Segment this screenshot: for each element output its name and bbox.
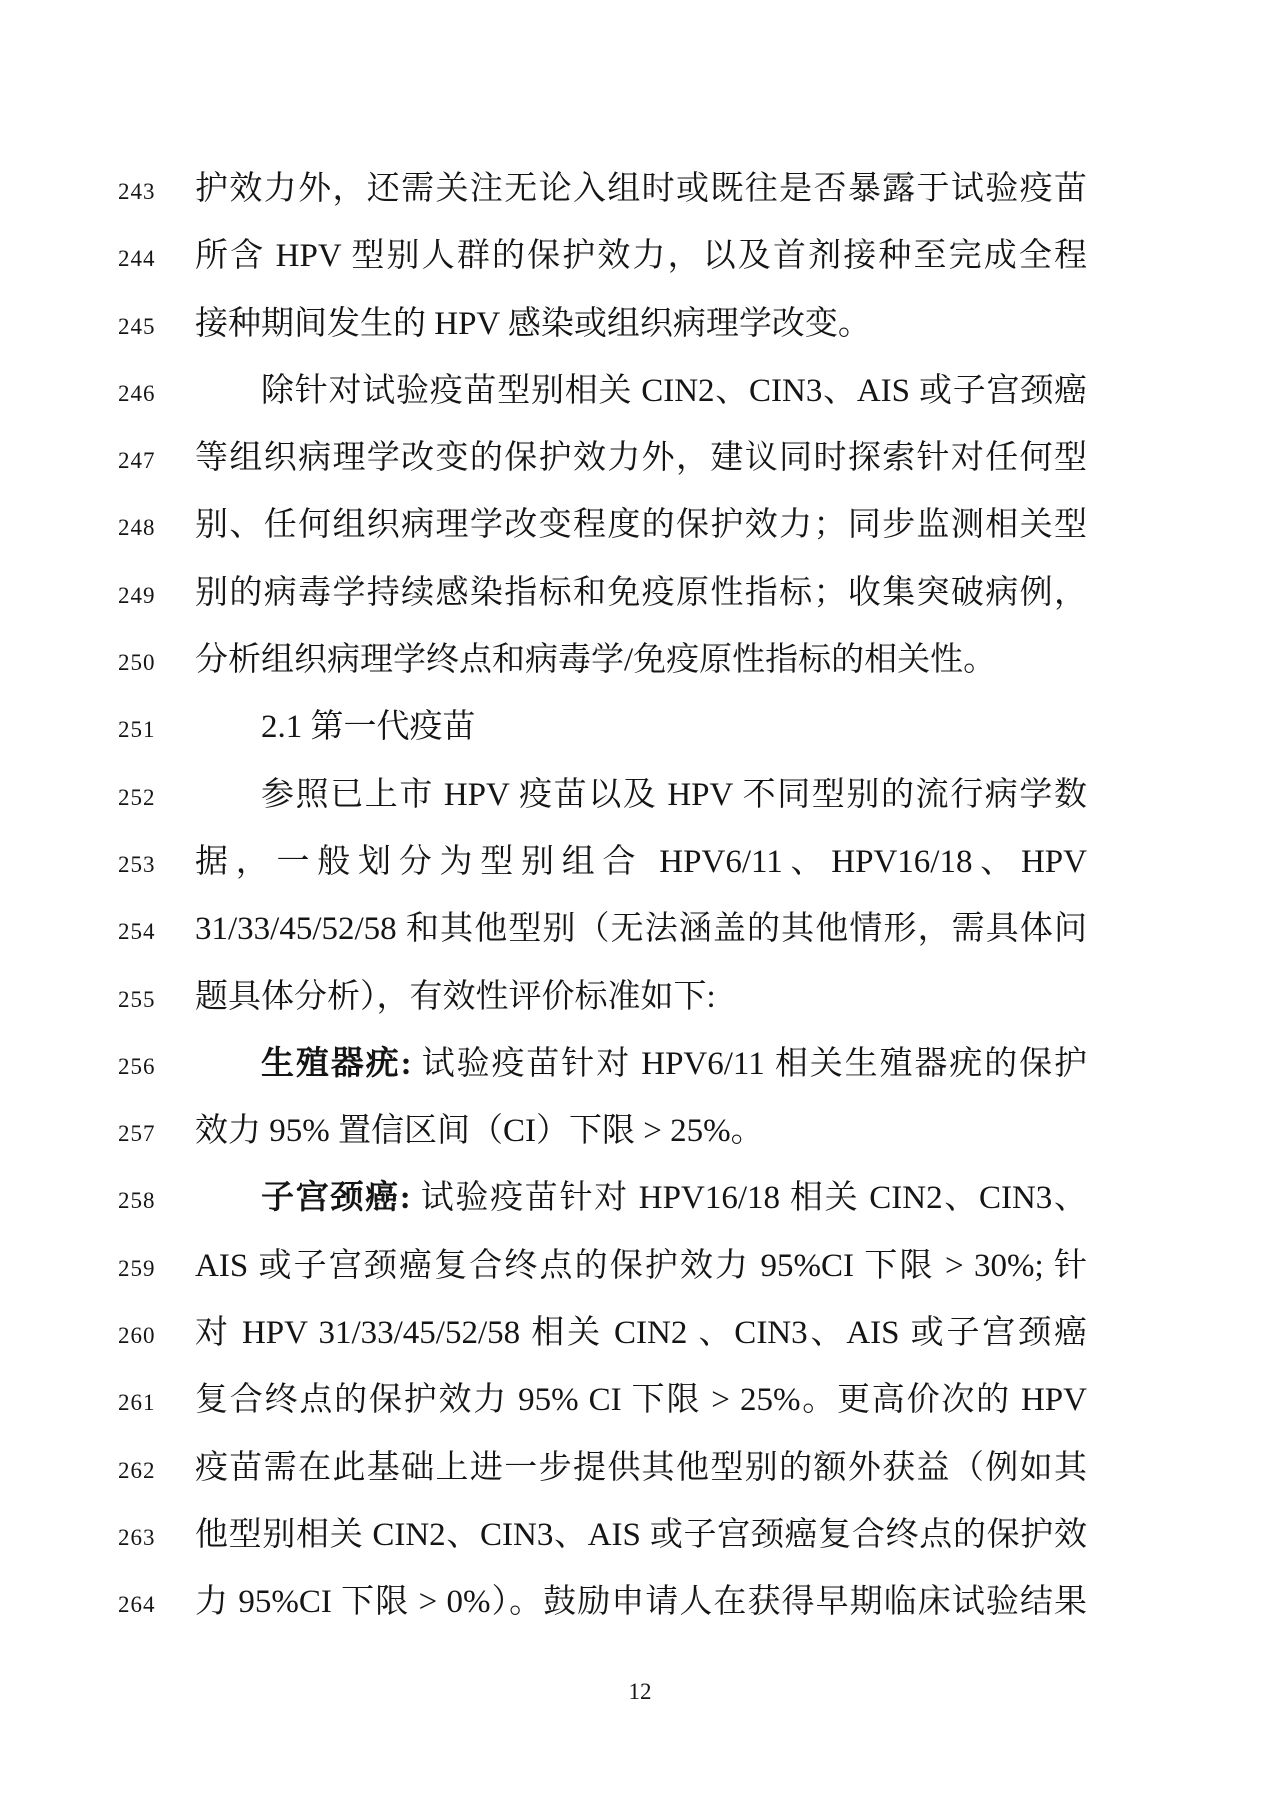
document-line xyxy=(0,1300,1280,1367)
line-number: 244 xyxy=(118,246,156,272)
document-line xyxy=(0,223,1280,290)
line-text-rest: 所含 HPV 型别人群的保护效力，以及首剂接种至完成全程 xyxy=(195,238,1087,275)
line-text xyxy=(195,425,1087,492)
line-text xyxy=(195,1165,1087,1232)
document-line xyxy=(0,560,1280,627)
line-text-rest: 试验疫苗针对 HPV6/11 相关生殖器疣的保护 xyxy=(411,1045,1087,1082)
line-text xyxy=(195,694,1087,761)
document-line xyxy=(0,1435,1280,1502)
line-text-rest: 接种期间发生的 HPV 感染或组织病理学改变。 xyxy=(195,305,871,342)
line-text xyxy=(195,1233,1087,1300)
line-number: 260 xyxy=(118,1323,156,1349)
line-number: 245 xyxy=(118,313,156,339)
line-text-rest: 复合终点的保护效力 95% CI 下限 > 25%。更高价次的 HPV xyxy=(195,1382,1087,1419)
line-number: 248 xyxy=(118,515,156,541)
document-line xyxy=(0,1367,1280,1434)
line-text-rest: 力 95%CI 下限 > 0%）。鼓励申请人在获得早期临床试验结果 xyxy=(195,1584,1087,1621)
line-number: 250 xyxy=(118,650,156,676)
line-number: 262 xyxy=(118,1457,156,1483)
line-text-rest: 除针对试验疫苗型别相关 CIN2、CIN3、AIS 或子宫颈癌 xyxy=(261,372,1087,409)
document-line xyxy=(0,358,1280,425)
line-text-rest: 对 HPV 31/33/45/52/58 相关 CIN2 、CIN3、AIS 或子宫颈癌 xyxy=(195,1315,1087,1352)
line-number: 253 xyxy=(118,851,156,877)
line-text-rest: 分析组织病理学终点和病毒学/免疫原性指标的相关性。 xyxy=(195,642,997,679)
document-line xyxy=(0,291,1280,358)
document-line xyxy=(0,1165,1280,1232)
document-line xyxy=(0,492,1280,559)
text-block xyxy=(0,156,1280,1637)
line-text xyxy=(195,1367,1087,1434)
line-number: 247 xyxy=(118,448,156,474)
line-number: 261 xyxy=(118,1390,156,1416)
line-text-rest: 题具体分析），有效性评价标准如下: xyxy=(195,978,716,1015)
line-number: 264 xyxy=(118,1592,156,1618)
line-number: 254 xyxy=(118,919,156,945)
line-text xyxy=(195,492,1087,559)
document-line xyxy=(0,1098,1280,1165)
line-text-rest: 别的病毒学持续感染指标和免疫原性指标；收集突破病例， xyxy=(195,574,1087,611)
document-line xyxy=(0,964,1280,1031)
line-number: 251 xyxy=(118,717,156,743)
line-text-rest: 疫苗需在此基础上进一步提供其他型别的额外获益（例如其 xyxy=(195,1449,1087,1486)
line-number: 243 xyxy=(118,179,156,204)
line-text xyxy=(195,358,1087,425)
line-text xyxy=(195,291,1087,358)
line-text xyxy=(195,223,1087,290)
line-text-rest: 别、任何组织病理学改变程度的保护效力；同步监测相关型 xyxy=(195,507,1087,544)
line-text-rest: 护效力外，还需关注无论入组时或既往是否暴露于试验疫苗 xyxy=(195,171,1087,207)
document-line xyxy=(0,694,1280,761)
line-number: 258 xyxy=(118,1188,156,1214)
line-bold-prefix: 生殖器疣: xyxy=(261,1045,412,1082)
line-text xyxy=(195,560,1087,627)
line-text xyxy=(195,1435,1087,1502)
line-number: 257 xyxy=(118,1121,156,1147)
document-line xyxy=(0,829,1280,896)
document-line xyxy=(0,1233,1280,1300)
line-number: 256 xyxy=(118,1053,156,1079)
line-text-rest: 他型别相关 CIN2、CIN3、AIS 或子宫颈癌复合终点的保护效 xyxy=(195,1516,1087,1553)
document-line xyxy=(0,896,1280,963)
line-text-rest: 参照已上市 HPV 疫苗以及 HPV 不同型别的流行病学数 xyxy=(261,776,1087,813)
line-text xyxy=(195,1300,1087,1367)
line-number: 249 xyxy=(118,582,156,608)
line-text xyxy=(195,896,1087,963)
line-text-rest: AIS 或子宫颈癌复合终点的保护效力 95%CI 下限 > 30%; 针 xyxy=(195,1247,1087,1284)
line-text xyxy=(195,829,1087,896)
document-line xyxy=(0,1031,1280,1098)
line-text xyxy=(195,762,1087,829)
line-number: 263 xyxy=(118,1524,156,1550)
line-number: 252 xyxy=(118,784,156,810)
document-line xyxy=(0,1502,1280,1569)
line-number: 259 xyxy=(118,1255,156,1281)
line-text xyxy=(195,1502,1087,1569)
line-text-rest: 等组织病理学改变的保护效力外，建议同时探索针对任何型 xyxy=(195,440,1087,477)
line-text xyxy=(195,1098,1087,1165)
line-text xyxy=(195,627,1087,694)
document-line xyxy=(0,627,1280,694)
line-text xyxy=(195,964,1087,1031)
line-text xyxy=(195,1569,1087,1636)
document-line xyxy=(0,425,1280,492)
document-line xyxy=(0,762,1280,829)
line-text-rest: 据，一般划分为型别组合 HPV6/11、HPV16/18、HPV xyxy=(195,843,1087,880)
page-footer xyxy=(0,1672,1280,1712)
line-bold-prefix: 子宫颈癌: xyxy=(261,1180,411,1217)
line-text-rest: 效力 95% 置信区间（CI）下限 > 25%。 xyxy=(195,1113,764,1150)
line-text-rest: 试验疫苗针对 HPV16/18 相关 CIN2、CIN3、 xyxy=(410,1180,1087,1217)
line-text xyxy=(195,1031,1087,1098)
document-line xyxy=(0,156,1280,223)
page-number: 12 xyxy=(628,1679,652,1704)
document-line xyxy=(0,1569,1280,1636)
line-text-rest: 31/33/45/52/58 和其他型别（无法涵盖的其他情形，需具体问 xyxy=(195,911,1087,948)
line-number: 246 xyxy=(118,380,156,406)
line-text-rest: 2.1 第一代疫苗 xyxy=(261,709,476,746)
line-text xyxy=(195,156,1087,223)
line-number: 255 xyxy=(118,986,156,1012)
